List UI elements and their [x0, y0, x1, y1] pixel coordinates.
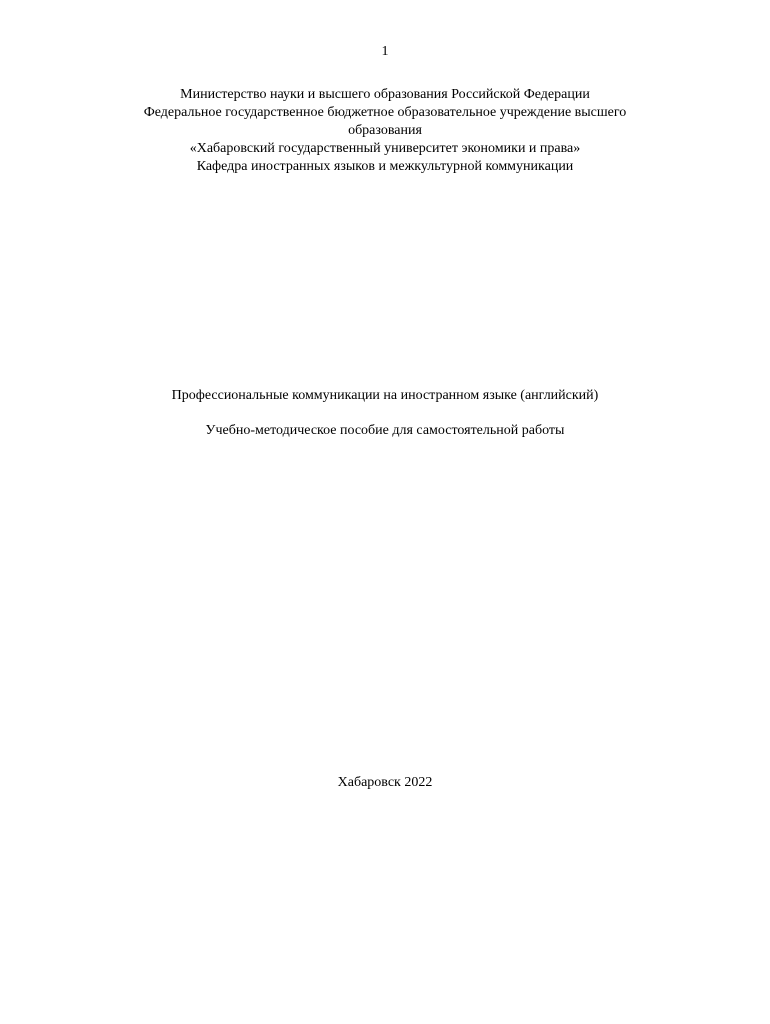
page-number: 1: [381, 44, 389, 59]
department-name: Кафедра иностранных языков и межкультурной коммуникации: [196, 159, 574, 174]
institution-type-line1: Федеральное государственное бюджетное образовательное учреждение высшего: [143, 105, 627, 120]
document-title: Профессиональные коммуникации на иностранном языке (английский): [171, 388, 599, 403]
city-year: Хабаровск 2022: [337, 775, 433, 790]
document-subtitle: Учебно-методическое пособие для самостоятельной работы: [205, 423, 565, 438]
title-page-header: [100, 86, 670, 176]
institution-type-line2: образования: [348, 123, 422, 138]
university-name: «Хабаровский государственный университет экономики и права»: [189, 141, 581, 156]
ministry-name: Министерство науки и высшего образования Российской Федерации: [180, 87, 590, 102]
